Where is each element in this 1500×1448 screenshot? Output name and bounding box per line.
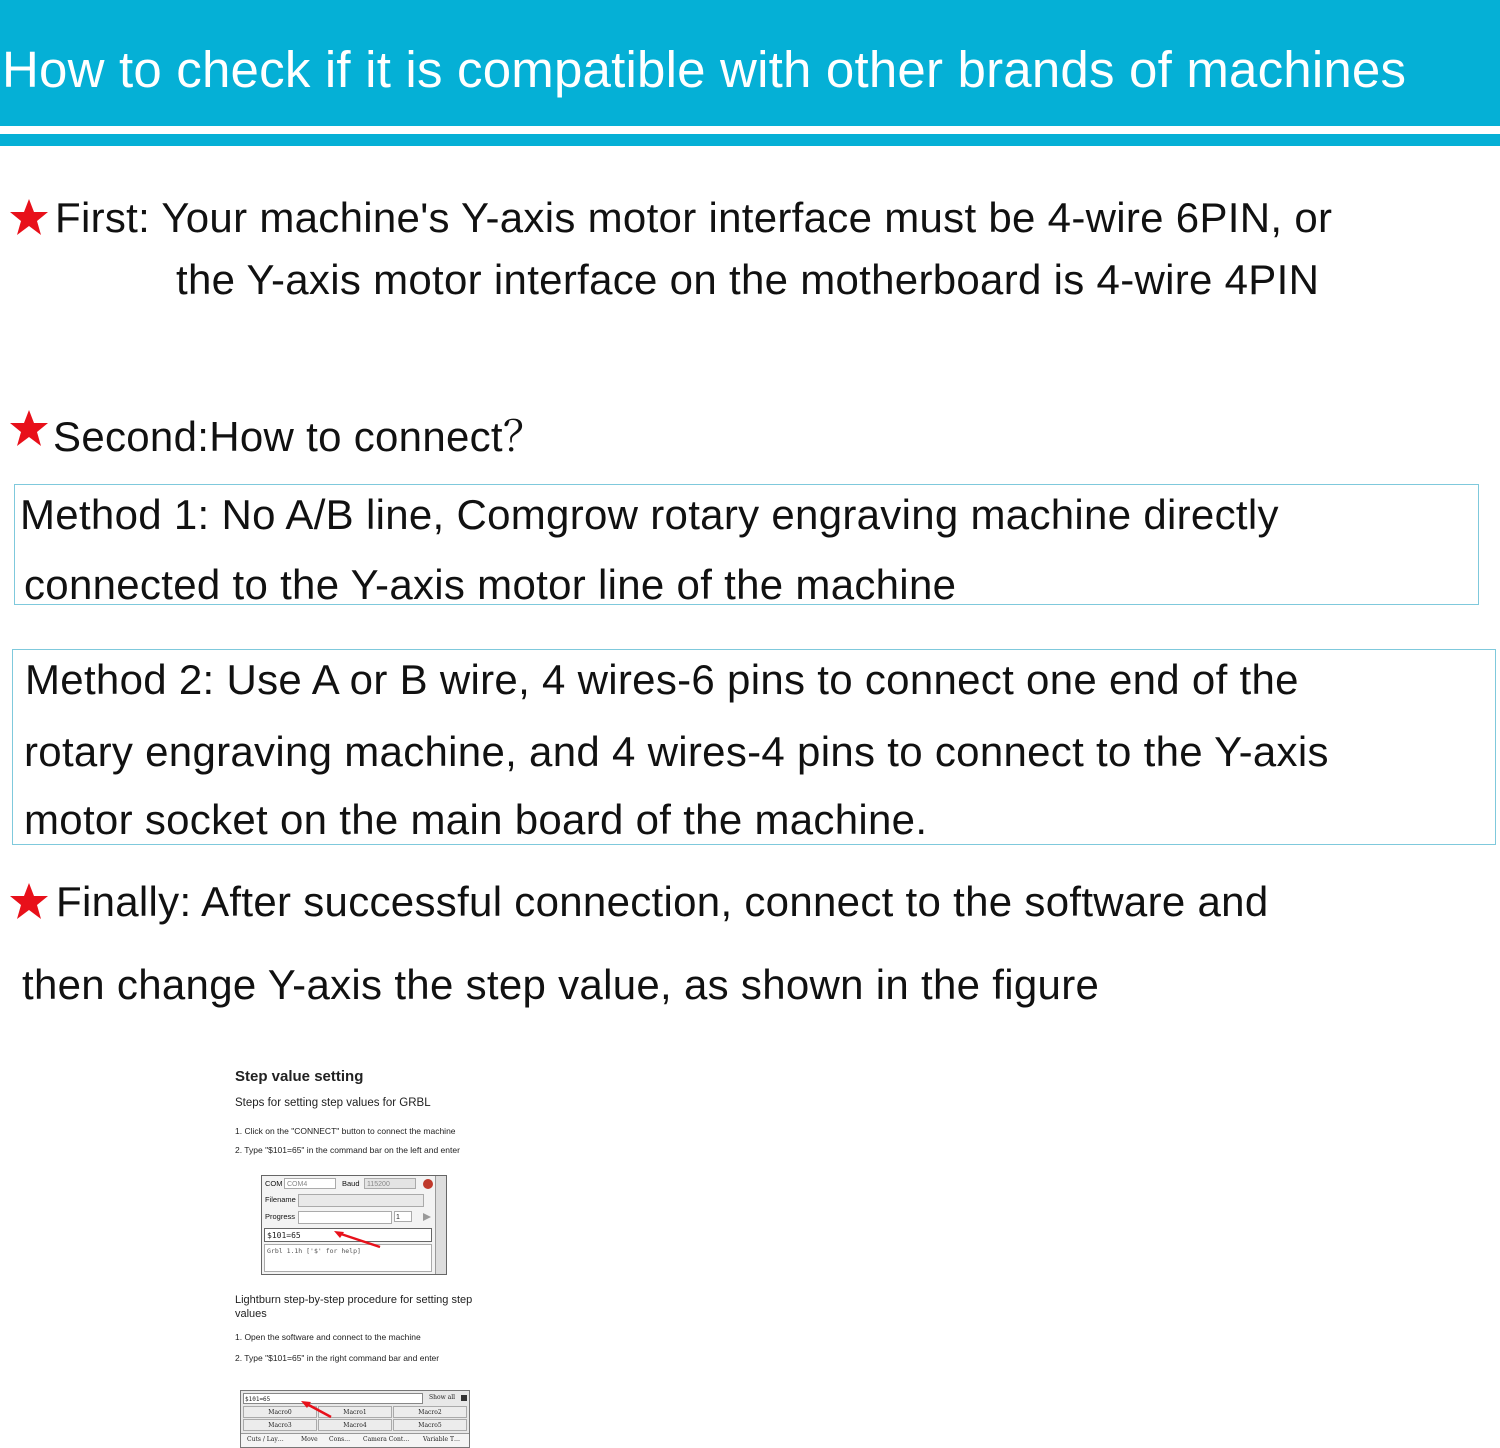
tab-cuts-layers[interactable]: Cuts / Lay… [247, 1436, 284, 1443]
macro-button[interactable]: Macro0 [243, 1406, 317, 1418]
tab-variable-text[interactable]: Variable T… [423, 1436, 460, 1443]
step-value-tutorial [225, 1060, 525, 1448]
finally-step-line2: then change Y-axis the step value, as shown in the figure [22, 961, 1100, 1008]
baud-label: Baud [342, 1179, 360, 1188]
lightburn-step1: 1. Open the software and connect to the machine [235, 1332, 421, 1342]
filename-label: Filename [265, 1195, 296, 1204]
console-output: Grbl 1.1h ['$' for help] [264, 1244, 432, 1272]
command-input[interactable]: $101=65 [264, 1228, 432, 1242]
macro-button[interactable]: Macro1 [318, 1406, 392, 1418]
vertical-scrollbar[interactable] [435, 1176, 446, 1274]
show-all-checkbox[interactable] [461, 1395, 467, 1401]
progress-label: Progress [265, 1212, 296, 1221]
com-label: COM [265, 1179, 283, 1188]
star-icon [9, 881, 49, 921]
lightburn-step2: 2. Type "$101=65" in the right command bar and enter [235, 1353, 440, 1363]
filename-field[interactable] [298, 1194, 424, 1207]
arrow-icon [299, 1399, 333, 1419]
grbl-heading: Steps for setting step values for GRBL [235, 1097, 431, 1109]
lightburn-command-input[interactable]: $101=65 [243, 1393, 423, 1404]
tab-camera-control[interactable]: Camera Cont… [363, 1436, 410, 1443]
method1-box [14, 484, 1479, 608]
lightburn-heading-line1: Lightburn step-by-step procedure for setting step [235, 1294, 473, 1306]
method2-line1: Method 2: Use A or B wire, 4 wires-6 pins to connect one end of the [25, 656, 1299, 703]
method1-line1: Method 1: No A/B line, Comgrow rotary engraving machine directly [20, 491, 1279, 538]
macro-button[interactable]: Macro5 [393, 1419, 467, 1431]
plug-icon[interactable] [422, 1178, 434, 1190]
tutorial-title: Step value setting [235, 1068, 364, 1085]
finally-step-line1: Finally: After successful connection, connect to the software and [56, 878, 1269, 925]
baud-select[interactable]: 115200 [364, 1178, 416, 1189]
tab-move[interactable]: Move [301, 1436, 318, 1443]
lightburn-heading-line2: values [235, 1308, 267, 1320]
method2-box [12, 649, 1496, 845]
grbl-step2: 2. Type "$101=65" in the command bar on the left and enter [235, 1145, 460, 1155]
grbl-controller-window [261, 1175, 447, 1275]
page-title: How to check if it is compatible with other brands of machines [2, 41, 1407, 98]
macro-button[interactable]: Macro2 [393, 1406, 467, 1418]
com-select[interactable]: COM4 [284, 1178, 336, 1189]
header-underline [0, 134, 1500, 146]
star-icon [9, 197, 49, 237]
arrow-icon [332, 1229, 382, 1249]
progress-bar [298, 1211, 392, 1224]
progress-spinner[interactable]: 1 [394, 1211, 412, 1222]
method2-line3: motor socket on the main board of the machine. [24, 796, 928, 843]
method1-line2: connected to the Y-axis motor line of the machine [24, 561, 957, 608]
play-icon[interactable] [422, 1212, 432, 1222]
macro-button[interactable]: Macro3 [243, 1419, 317, 1431]
lightburn-tab-bar [241, 1433, 469, 1447]
header-banner [0, 0, 1500, 126]
method2-line2: rotary engraving machine, and 4 wires-4 pins to connect to the Y-axis [24, 728, 1329, 775]
tab-console[interactable]: Cons… [329, 1436, 351, 1443]
first-step-line2: the Y-axis motor interface on the motherboard is 4-wire 4PIN [176, 256, 1320, 303]
second-step: Second:How to connect？ [53, 413, 546, 460]
lightburn-console-window [240, 1390, 470, 1448]
show-all-label: Show all [429, 1394, 456, 1401]
star-icon [9, 408, 49, 448]
grbl-step1: 1. Click on the "CONNECT" button to connect the machine [235, 1126, 456, 1136]
first-step-line1: First: Your machine's Y-axis motor interface must be 4-wire 6PIN, or [55, 194, 1333, 241]
macro-button[interactable]: Macro4 [318, 1419, 392, 1431]
